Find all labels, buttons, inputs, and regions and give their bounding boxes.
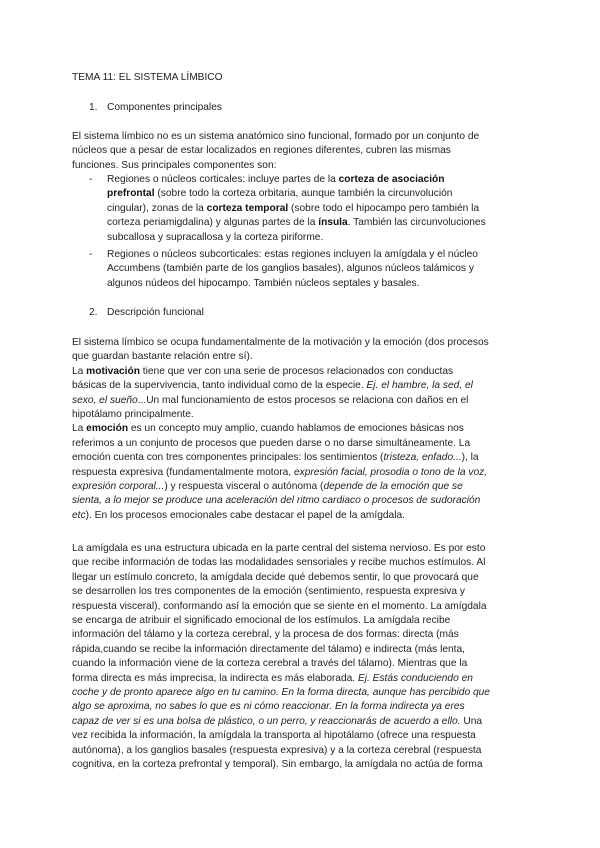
intro-paragraph xyxy=(72,130,532,173)
section-number: 2. xyxy=(89,307,98,318)
section-label: Componentes principales xyxy=(107,102,222,113)
text-line: cuando la información viene de la corteza cerebral a través del tálamo). Mientras que la xyxy=(72,658,468,670)
text-line: llegar un estímulo concreto, la amígdala decide qué debemos sentir, lo que provocará que xyxy=(72,571,479,583)
bullet-corticales xyxy=(89,173,529,245)
text-line: Regiones o núcleos corticales: incluye partes de la corteza de asociación xyxy=(107,174,445,185)
text-line: La amígdala es una estructura ubicada en la parte central del sistema nervioso. Es por esto xyxy=(72,543,486,554)
text-line: autónoma), a los ganglios basales (respuesta expresiva) y a la corteza cerebral (respuesta xyxy=(72,744,482,756)
text-line: referimos a un conjunto de procesos que pueden darse o no darse simultáneamente. La xyxy=(72,437,471,449)
text-line: que recibe información de todas las modalidades sensoriales y recibe muchos estímulos. Al xyxy=(72,557,486,569)
text-line: se encarga de atribuir el significado emocional de los estímulos. La amígdala recibe xyxy=(72,615,451,627)
text-line: capaz de ver si es una bolsa de plástico, o un perro, y reaccionarás de acuerdo a ello. Una xyxy=(72,715,483,727)
text-line: cognitiva, en la corteza prefrontal y temporal). Sin embargo, la amígdala no actúa de forma xyxy=(72,759,483,771)
text-line: sexo, el sueño...Un mal funcionamiento de estos procesos se relaciona con daños en el xyxy=(72,394,469,406)
text-line: rápida,cuando se recibe la información directamente del tálamo) e indirecta (más lenta, xyxy=(72,643,465,655)
text-line: funciones. Sus principales componentes son: xyxy=(72,159,277,171)
text-line: respuesta visceral), conformando así la emoción que se siente en el momento. La amígdala xyxy=(72,600,487,612)
text-line: coche y de pronto aparece algo en tu camino. En la forma directa, aunque has percibido que xyxy=(72,687,490,699)
section-heading-componentes xyxy=(89,101,222,115)
text-line: algunos núdeos del hipocampo. También núcleos septales y basales. xyxy=(107,277,420,289)
text-line: algo se aproxima, no sabes lo que es ni cómo reaccionar. En la forma indirecta ya eres xyxy=(72,701,465,713)
text-line: vez recibida la información, la amígdala la transporta al hipotálamo (ofrece una respuesta xyxy=(72,730,476,742)
text-line: La motivación tiene que ver con una serie de procesos relacionados con conductas xyxy=(72,365,454,377)
text-line: emoción cuenta con tres componentes principales: los sentimientos (tristeza, enfado...), la xyxy=(72,452,479,464)
amigdala-paragraph xyxy=(72,542,532,773)
section-number: 1. xyxy=(89,102,98,113)
text-line: corteza periamigdalina) y algunas partes de la ínsula. También las circunvoluciones xyxy=(107,217,486,229)
section-label: Descripción funcional xyxy=(107,307,204,318)
bullet-dash: - xyxy=(89,249,93,260)
bullet-dash: - xyxy=(89,174,93,185)
text-line: Accumbens (también parte de los ganglios basales), algunos núcleos talámicos y xyxy=(107,263,474,275)
text-line: prefrontal (sobre todo la corteza orbitaria, aunque también la circunvolución xyxy=(107,188,453,200)
text-line: Regiones o núcleos subcorticales: estas regiones incluyen la amígdala y el núcleo xyxy=(107,249,478,260)
text-line: subcallosa y supracallosa y la corteza piriforme. xyxy=(107,231,324,243)
text-line: información del tálamo y la corteza cerebral, y la procesa de dos formas: directa (más xyxy=(72,629,459,641)
text-line: El sistema límbico no es un sistema anatómico sino funcional, formado por un conjunto de xyxy=(72,131,480,142)
text-line: básicas de la supervivencia, tanto individual como de la especie. Ej. el hambre, la sed, el xyxy=(72,380,473,392)
text-line: hipotálamo principalmente. xyxy=(72,409,194,421)
text-line: núcleos que a pesar de estar localizados en regiones diferentes, cubren las mismas xyxy=(72,145,451,157)
text-line: expresión corporal...) y respuesta visceral o autónoma (depende de la emoción que se xyxy=(72,481,463,493)
text-line: sienta, a lo mejor se produce una aceleración del ritmo cardiaco o procesos de sudoración xyxy=(72,495,481,507)
document-title: TEMA 11: EL SISTEMA LÍMBICO xyxy=(72,72,223,83)
text-line: respuesta expresiva (fundamentalmente motora, expresión facial, prosodia o tono de la voz, xyxy=(72,466,488,478)
text-line: etc). En los procesos emocionales cabe destacar el papel de la amígdala. xyxy=(72,509,405,521)
section-heading-descripcion xyxy=(89,306,204,320)
text-line: El sistema límbico se ocupa fundamentalmente de la motivación y la emoción (dos procesos xyxy=(72,337,489,348)
limbic-paragraph xyxy=(72,336,532,523)
text-line: forma directa es más imprecisa, la indirecta es más elaborada. Ej. Estás conduciendo en xyxy=(72,672,473,684)
bullet-subcorticales xyxy=(89,248,529,291)
text-line: cingular), zonas de la corteza temporal (sobre todo el hipocampo pero también la xyxy=(107,202,480,214)
text-line: que guardan bastante relación entre sí). xyxy=(72,351,253,363)
text-line: se desarrollen los tres componentes de la emoción (sentimiento, respuesta expresiva y xyxy=(72,586,465,598)
text-line: La emoción es un concepto muy amplio, cuando hablamos de emociones básicas nos xyxy=(72,423,464,435)
